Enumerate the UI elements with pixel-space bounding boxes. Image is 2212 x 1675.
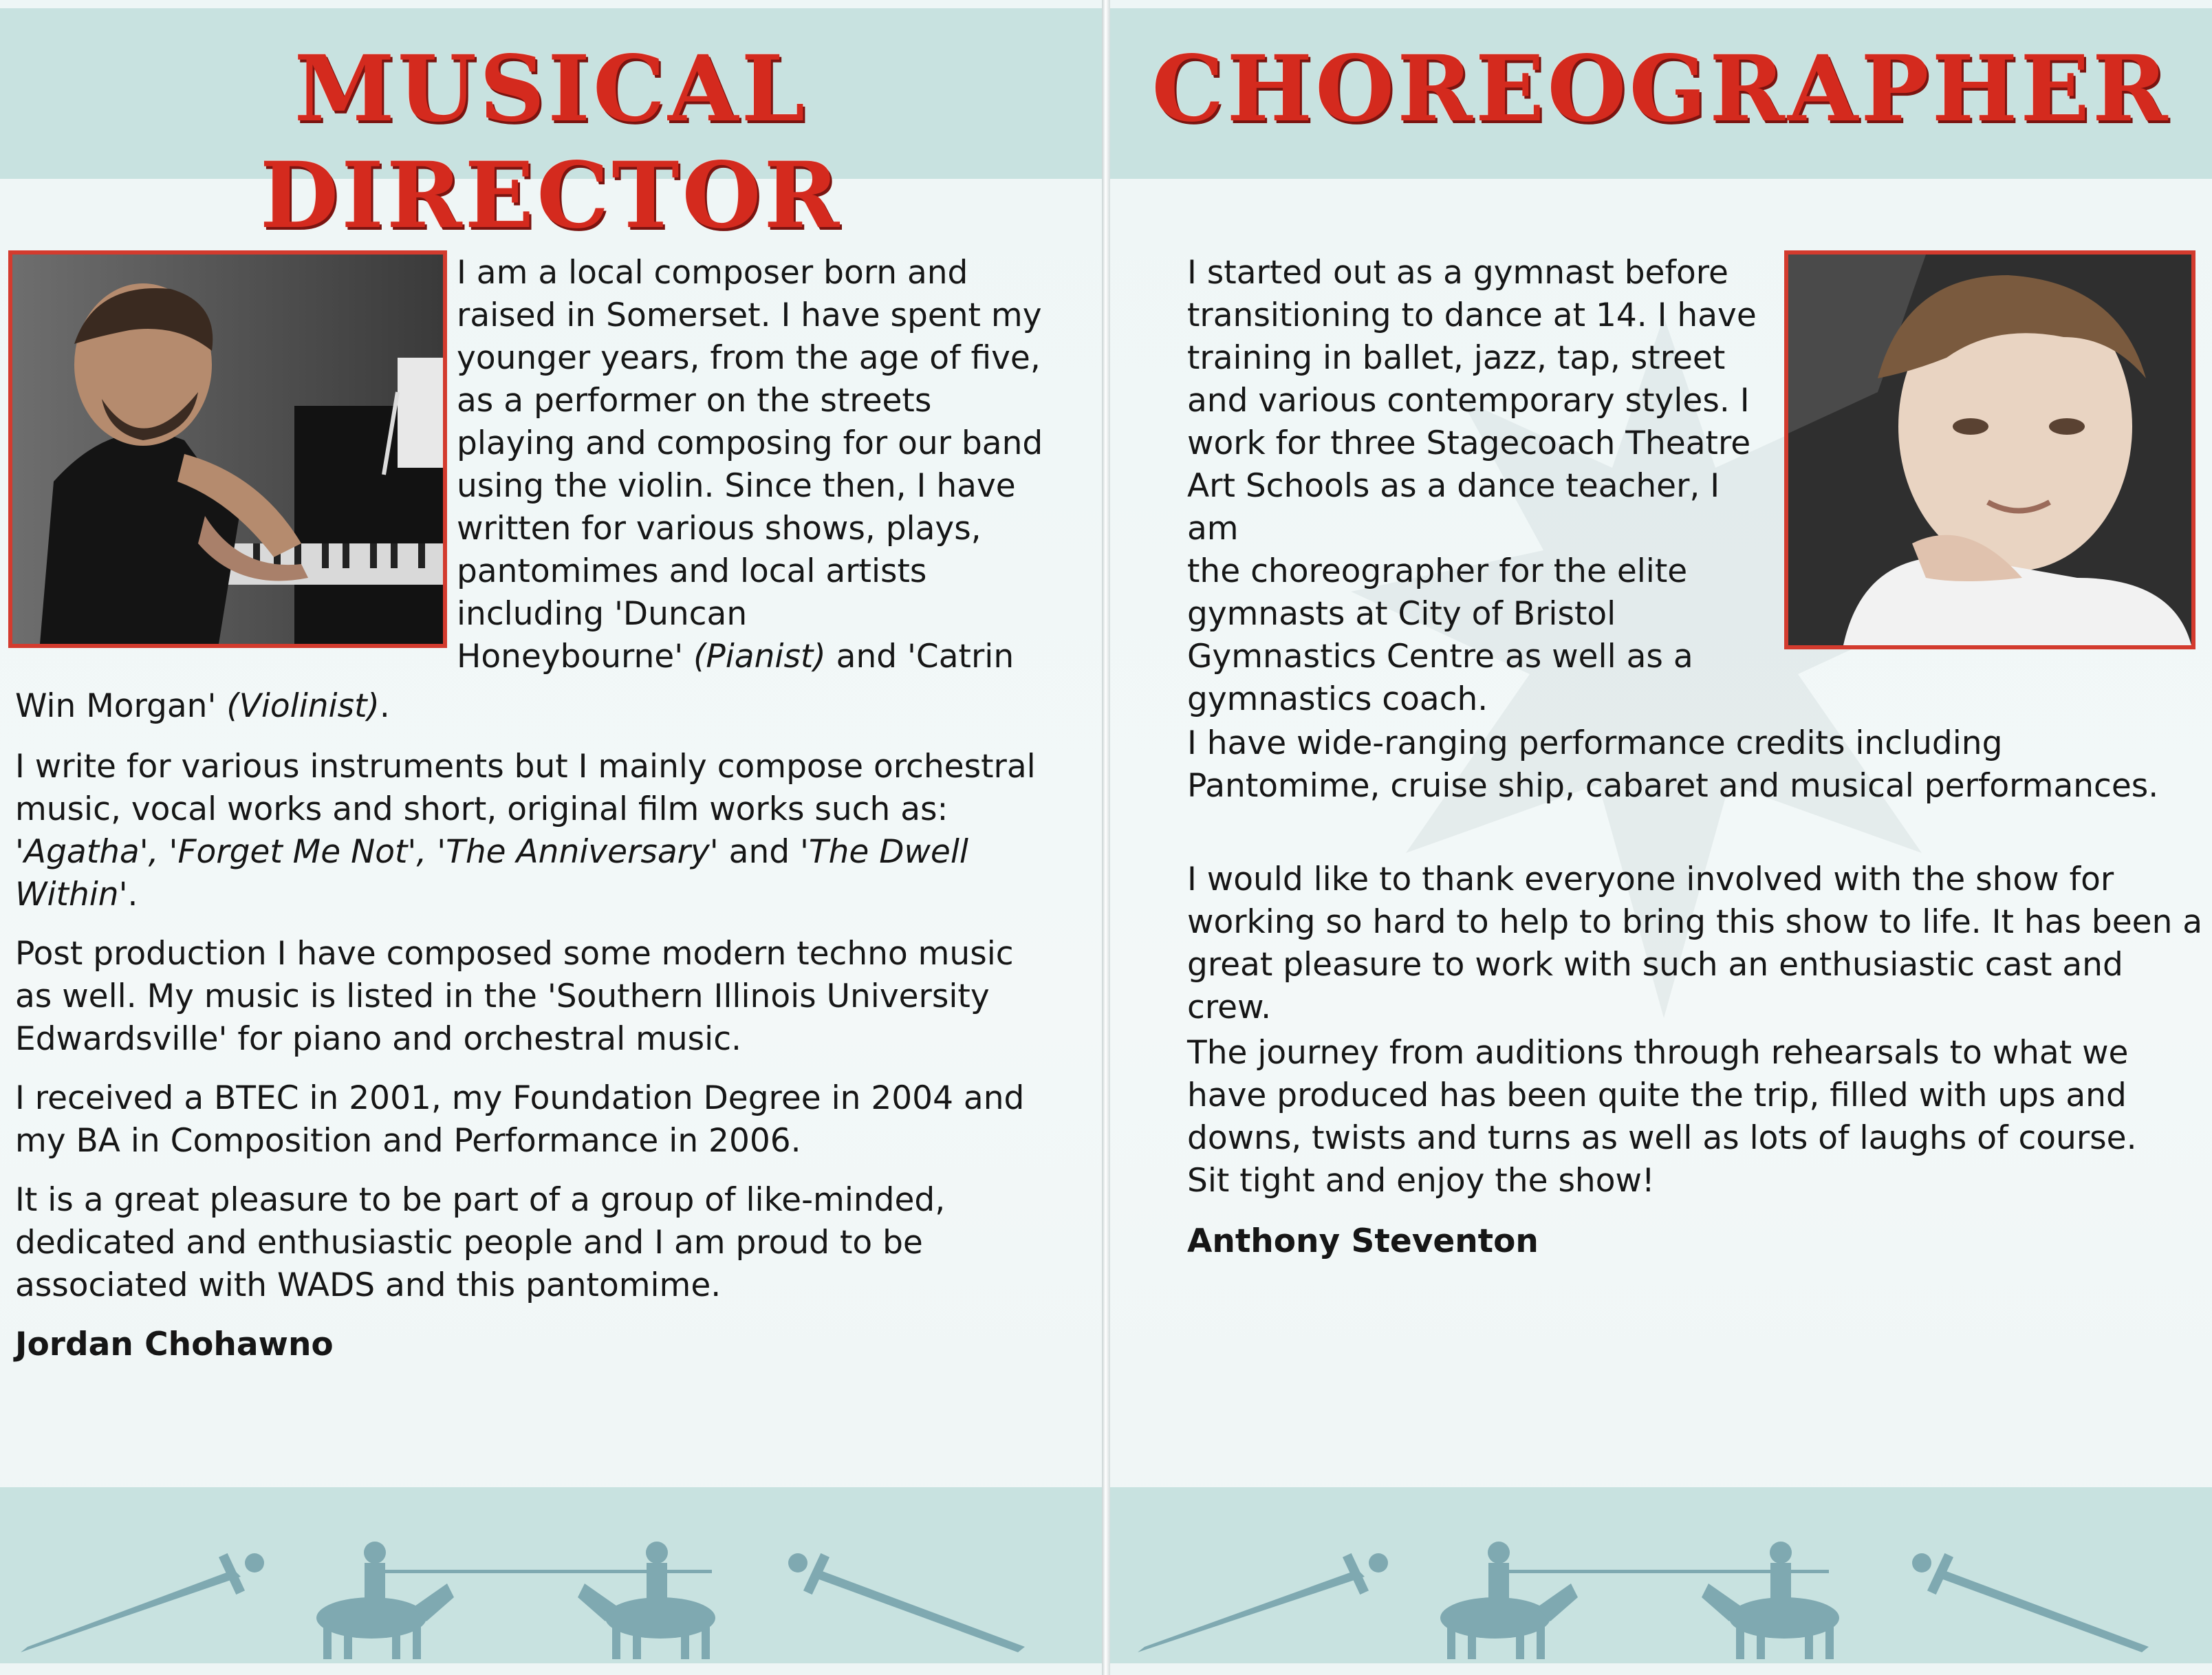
violinist-role: (Violinist) [226,687,380,725]
intro-line: as a performer on the streets [457,382,932,420]
director-intro [457,252,1083,678]
film-title: 'The Anniversary' [437,833,719,871]
sword-icon [1912,1553,2149,1652]
sword-icon [788,1553,1025,1652]
director-signature: Jordan Chohawno [15,1326,334,1363]
film-title: 'Forget Me Not', [169,833,437,871]
intro-line: raised in Somerset. I have spent my [457,296,1042,334]
intro-line: I started out as a gymnast before [1187,254,1728,292]
intro-line: pantomimes and local artists [457,552,927,590]
intro-line: younger years, from the age of five, [457,339,1041,377]
intro-line: gymnasts at City of Bristol [1187,595,1616,633]
pianist-role: (Pianist) [693,638,826,676]
choreographer-intro [1187,252,1772,721]
pleasure-paragraph: It is a great pleasure to be part of a group of like-minded, dedicated and enthusiastic people and I am proud to be associated with WADS and this pantomime. [15,1181,946,1304]
sword-icon [1138,1553,1388,1652]
intro-line: gymnastics coach. [1187,680,1488,718]
portrait-image [1788,255,2191,645]
journey-paragraph: The journey from auditions through rehearsals to what we have produced has been quite the trip, filled with ups and downs, twists and turns as well as lots of laughs of course. Sit tight and enjoy the show! [1187,1034,2137,1200]
director-photo [8,250,447,648]
film-title: 'The Dwell [800,833,968,871]
page-title: CHOREOGRAPHER [1151,36,2171,142]
credits-paragraph: I have wide-ranging performance credits including Pantomime, cruise ship, cabaret and musical performances. [1187,724,2159,805]
intro-line: and various contemporary styles. I [1187,382,1750,420]
intro-line: training in ballet, jazz, tap, street [1187,339,1726,377]
book-spine [1102,0,1110,1675]
intro-line: Art Schools as a dance teacher, I am [1187,467,1720,548]
instruments-paragraph: I write for various instruments but I mainly compose orchestral music, vocal works and short, original film works such as: 'Agatha', 'Forget Me Not', 'The Anniversary' and 'The Dwell Within'. [15,748,1036,914]
intro-line: written for various shows, plays, [457,510,982,548]
intro-line: Gymnastics Centre as well as a [1187,638,1693,676]
intro-line: work for three Stagecoach Theatre [1187,424,1751,462]
knight-on-horse-icon [578,1542,715,1659]
right-page [1110,0,2212,1675]
thanks-paragraph: I would like to thank everyone involved with the show for working so hard to help to bring this show to life. It has been a great pleasure to work with such an enthusiastic cast and crew. [1187,861,2203,1026]
intro-line: the choreographer for the elite [1187,552,1688,590]
intro-text: Honeybourne' [457,638,694,676]
choreographer-photo [1784,250,2195,649]
film-title: Within' [15,876,128,914]
btec-paragraph: I received a BTEC in 2001, my Foundation Degree in 2004 and my BA in Composition and Performance in 2006. [15,1079,1025,1160]
piano-player-image [12,255,443,644]
footer-knights-art [1110,1487,2212,1663]
intro-line: I am a local composer born and [457,254,968,292]
intro-line: using the violin. Since then, I have [457,467,1016,505]
intro-line: playing and composing for our band [457,424,1043,462]
director-body [15,685,1074,1383]
left-page [0,0,1102,1675]
intro-line: transitioning to dance at 14. I have [1187,296,1757,334]
knight-on-horse-icon [1702,1542,1839,1659]
intro-line: including 'Duncan [457,595,748,633]
choreographer-signature: Anthony Steventon [1187,1222,1539,1260]
page-title: MUSICAL DIRECTOR [259,36,843,249]
post-production-paragraph: Post production I have composed some modern techno music as well. My music is listed in the 'Southern Illinois University Edwardsville' for piano and orchestral music. [15,935,1014,1058]
intro-text: and 'Catrin [825,638,1015,676]
sword-icon [21,1553,264,1652]
intro-line [457,636,1083,678]
footer-knights-art [0,1487,1102,1663]
film-title: 'Agatha', [15,833,169,871]
intro-continuation: Win Morgan' (Violinist). [15,687,390,725]
